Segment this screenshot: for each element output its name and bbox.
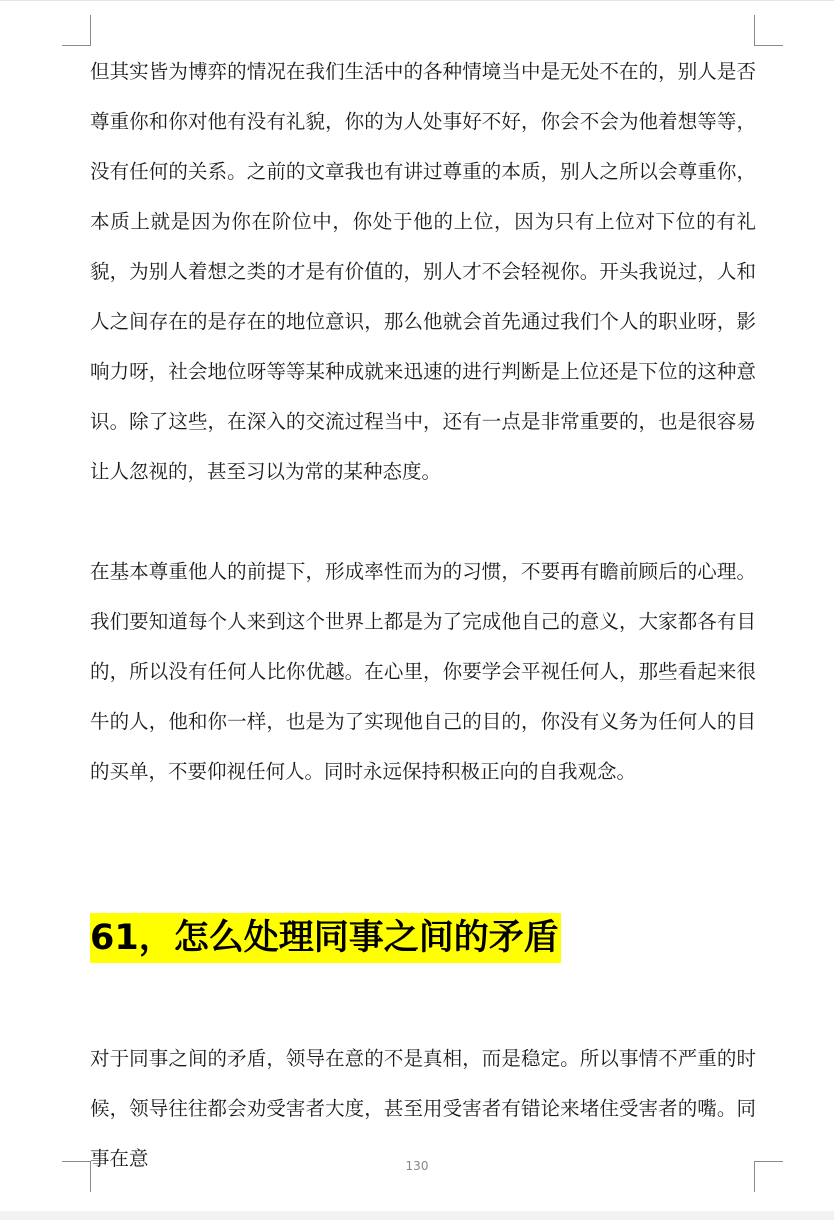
section-heading: 61，怎么处理同事之间的矛盾: [90, 913, 561, 963]
paragraph-1: 但其实皆为博弈的情况在我们生活中的各种情境当中是无处不在的，别人是否尊重你和你对他有没有礼貌，你的为人处事好不好，你会不会为他着想等等，没有任何的关系。之前的文章我也有讲过尊重的本质，别人之所以会尊重你，本质上就是因为你在阶位中，你处于他的上位，因为只有上位对下位的有礼貌，为别人着想之类的才是有价值的，别人才不会轻视你。开头我说过，人和人之间存在的是存在的地位意识，那么他就会首先通过我们个人的职业呀，影响力呀，社会地位呀等等某种成就来迅速的进行判断是上位还是下位的这种意识。除了这些，在深入的交流过程当中，还有一点是非常重要的，也是很容易让人忽视的，甚至习以为常的某种态度。: [90, 60, 756, 483]
crop-mark-top-right: [754, 15, 783, 46]
crop-mark-top-left: [62, 15, 91, 46]
page-number: 130: [405, 1159, 429, 1173]
paragraph-2: 在基本尊重他人的前提下，形成率性而为的习惯，不要再有瞻前顾后的心理。我们要知道每个人来到这个世界上都是为了完成他自己的意义，大家都各有目的，所以没有任何人比你优越。在心里，你要学会平视任何人，那些看起来很牛的人，他和你一样，也是为了实现他自己的目的，你没有义务为任何人的目的买单，不要仰视任何人。同时永远保持积极正向的自我观念。: [90, 560, 756, 783]
paragraph-3: 对于同事之间的矛盾，领导在意的不是真相，而是稳定。所以事情不严重的时候，领导往往都会劝受害者大度，甚至用受害者有错论来堵住受害者的嘴。同事在意: [90, 1047, 756, 1170]
